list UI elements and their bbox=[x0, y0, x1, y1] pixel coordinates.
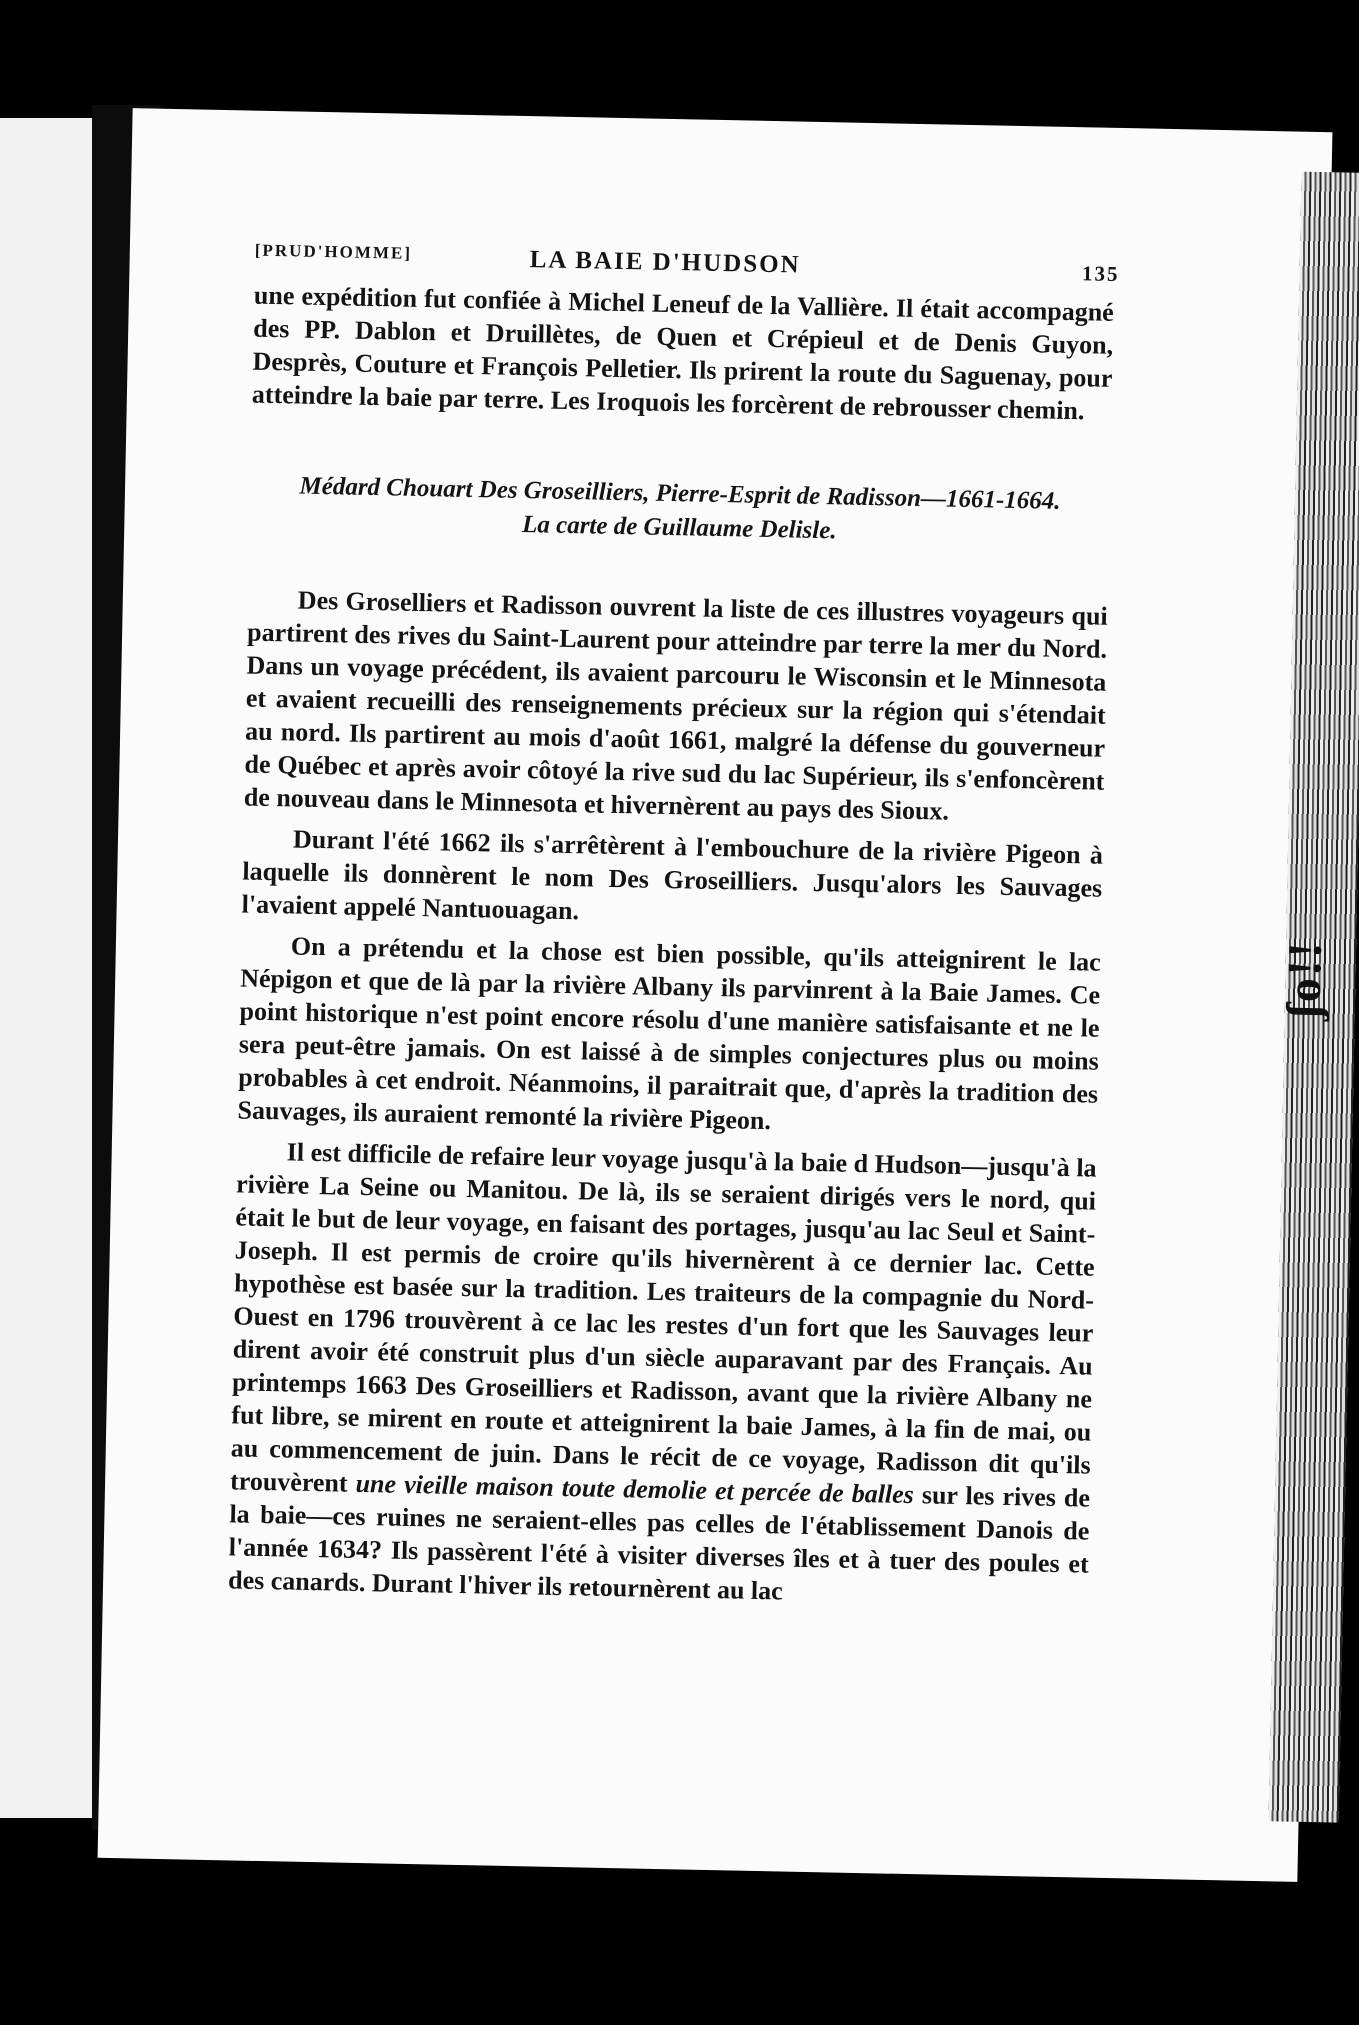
italic-quotation: une vieille maison toute demolie et percée de balles bbox=[355, 1468, 915, 1510]
page-number: 135 bbox=[1081, 261, 1120, 286]
running-head-author: [PRUD'HOMME] bbox=[254, 240, 413, 263]
page-content bbox=[227, 231, 1120, 1622]
book-page bbox=[98, 108, 1333, 1882]
paragraph bbox=[228, 1134, 1097, 1613]
section-title-line: La carte de Guillaume Delisle. bbox=[521, 511, 837, 545]
edge-stamp: ʃo!! bbox=[1276, 939, 1332, 1020]
running-head-title: LA BAIE D'HUDSON bbox=[529, 246, 801, 279]
paragraph: Durant l'été 1662 ils s'arrêtèrent à l'embouchure de la rivière Pigeon à laquelle ils donnèrent le nom Des Groseilliers. Jusqu'alors les Sauvages l'avaient appelé Nantuouagan. bbox=[241, 824, 1104, 926]
paragraph-text: sur les rives de la baie—ces ruines ne seraient-elles pas celles de l'établissement Danois de l'année 1634? Ils passèrent l'été à visiter diverses îles et à tuer des poules et des canards. Durant l'hiver ils retournèrent au lac bbox=[227, 1480, 1091, 1606]
section-title-line: Médard Chouart Des Groseilliers, Pierre-Esprit de Radisson—1661-1664. bbox=[299, 472, 1061, 515]
paragraph-text: Il est difficile de refaire leur voyage jusqu'à la baie d Hudson—jusqu'à la rivière La Seine ou Manitou. De là, ils se seraient dirigés vers le nord, qui était le but de leur voyage, en faisant des portages, jusqu'au lac Seul et Saint-Joseph. Il est permis de croire qu'ils hivernèrent à ce dernier lac. Cette hypothèse est basée sur la tradition. Les traiteurs de la compagnie du Nord-Ouest en 1796 trouvèrent à ce lac les restes d'un fort que les Sauvages leur dirent avoir été construit plus d'un siècle auparavant par des Français. Au printemps 1663 Des Groseilliers et Radisson, avant que la rivière Albany ne fut libre, se mirent en route et atteignirent la baie James, à la fin de mai, ou au commencement de juin. Dans le récit de ce voyage, Radisson dit qu'ils trouvèrent bbox=[229, 1137, 1097, 1498]
section-title bbox=[249, 469, 1110, 554]
paragraph: une expédition fut confiée à Michel Leneuf de la Vallière. Il était accompagné des PP. Dablon et Druillètes, de Quen et Crépieul et de Denis Guyon, Desprès, Couture et François Pelletier. Ils prirent la route du Saguenay, pour atteindre la baie par terre. Les Iroquois les forcèrent de rebrousser chemin. bbox=[251, 280, 1115, 426]
paragraph: On a prétendu et la chose est bien possible, qu'ils atteignirent le lac Népigon et que de là par la rivière Albany ils parvinrent à la Baie James. Ce point historique n'est point encore résolu d'une manière satisfaisante et ne le sera peut-être jamais. On est laissé à de simples conjectures plus ou moins probables à cet endroit. Néanmoins, il paraitrait que, d'après la tradition des Sauvages, ils auraient remonté la rivière Pigeon. bbox=[237, 931, 1102, 1136]
paragraph: Des Groselliers et Radisson ouvrent la liste de ces illustres voyageurs qui partirent des rives du Saint-Laurent pour atteindre par terre la mer du Nord. Dans un voyage précédent, ils avaient parcouru le Wisconsin et le Minnesota et avaient recueilli des renseignements précieux sur la région qui s'étendait au nord. Ils partirent au mois d'août 1661, malgré la défense du gouverneur de Québec et après avoir côtoyé la rive sud du lac Supérieur, ils s'enfoncèrent de nouveau dans le Minnesota et hivernèrent au pays des Sioux. bbox=[243, 585, 1108, 826]
